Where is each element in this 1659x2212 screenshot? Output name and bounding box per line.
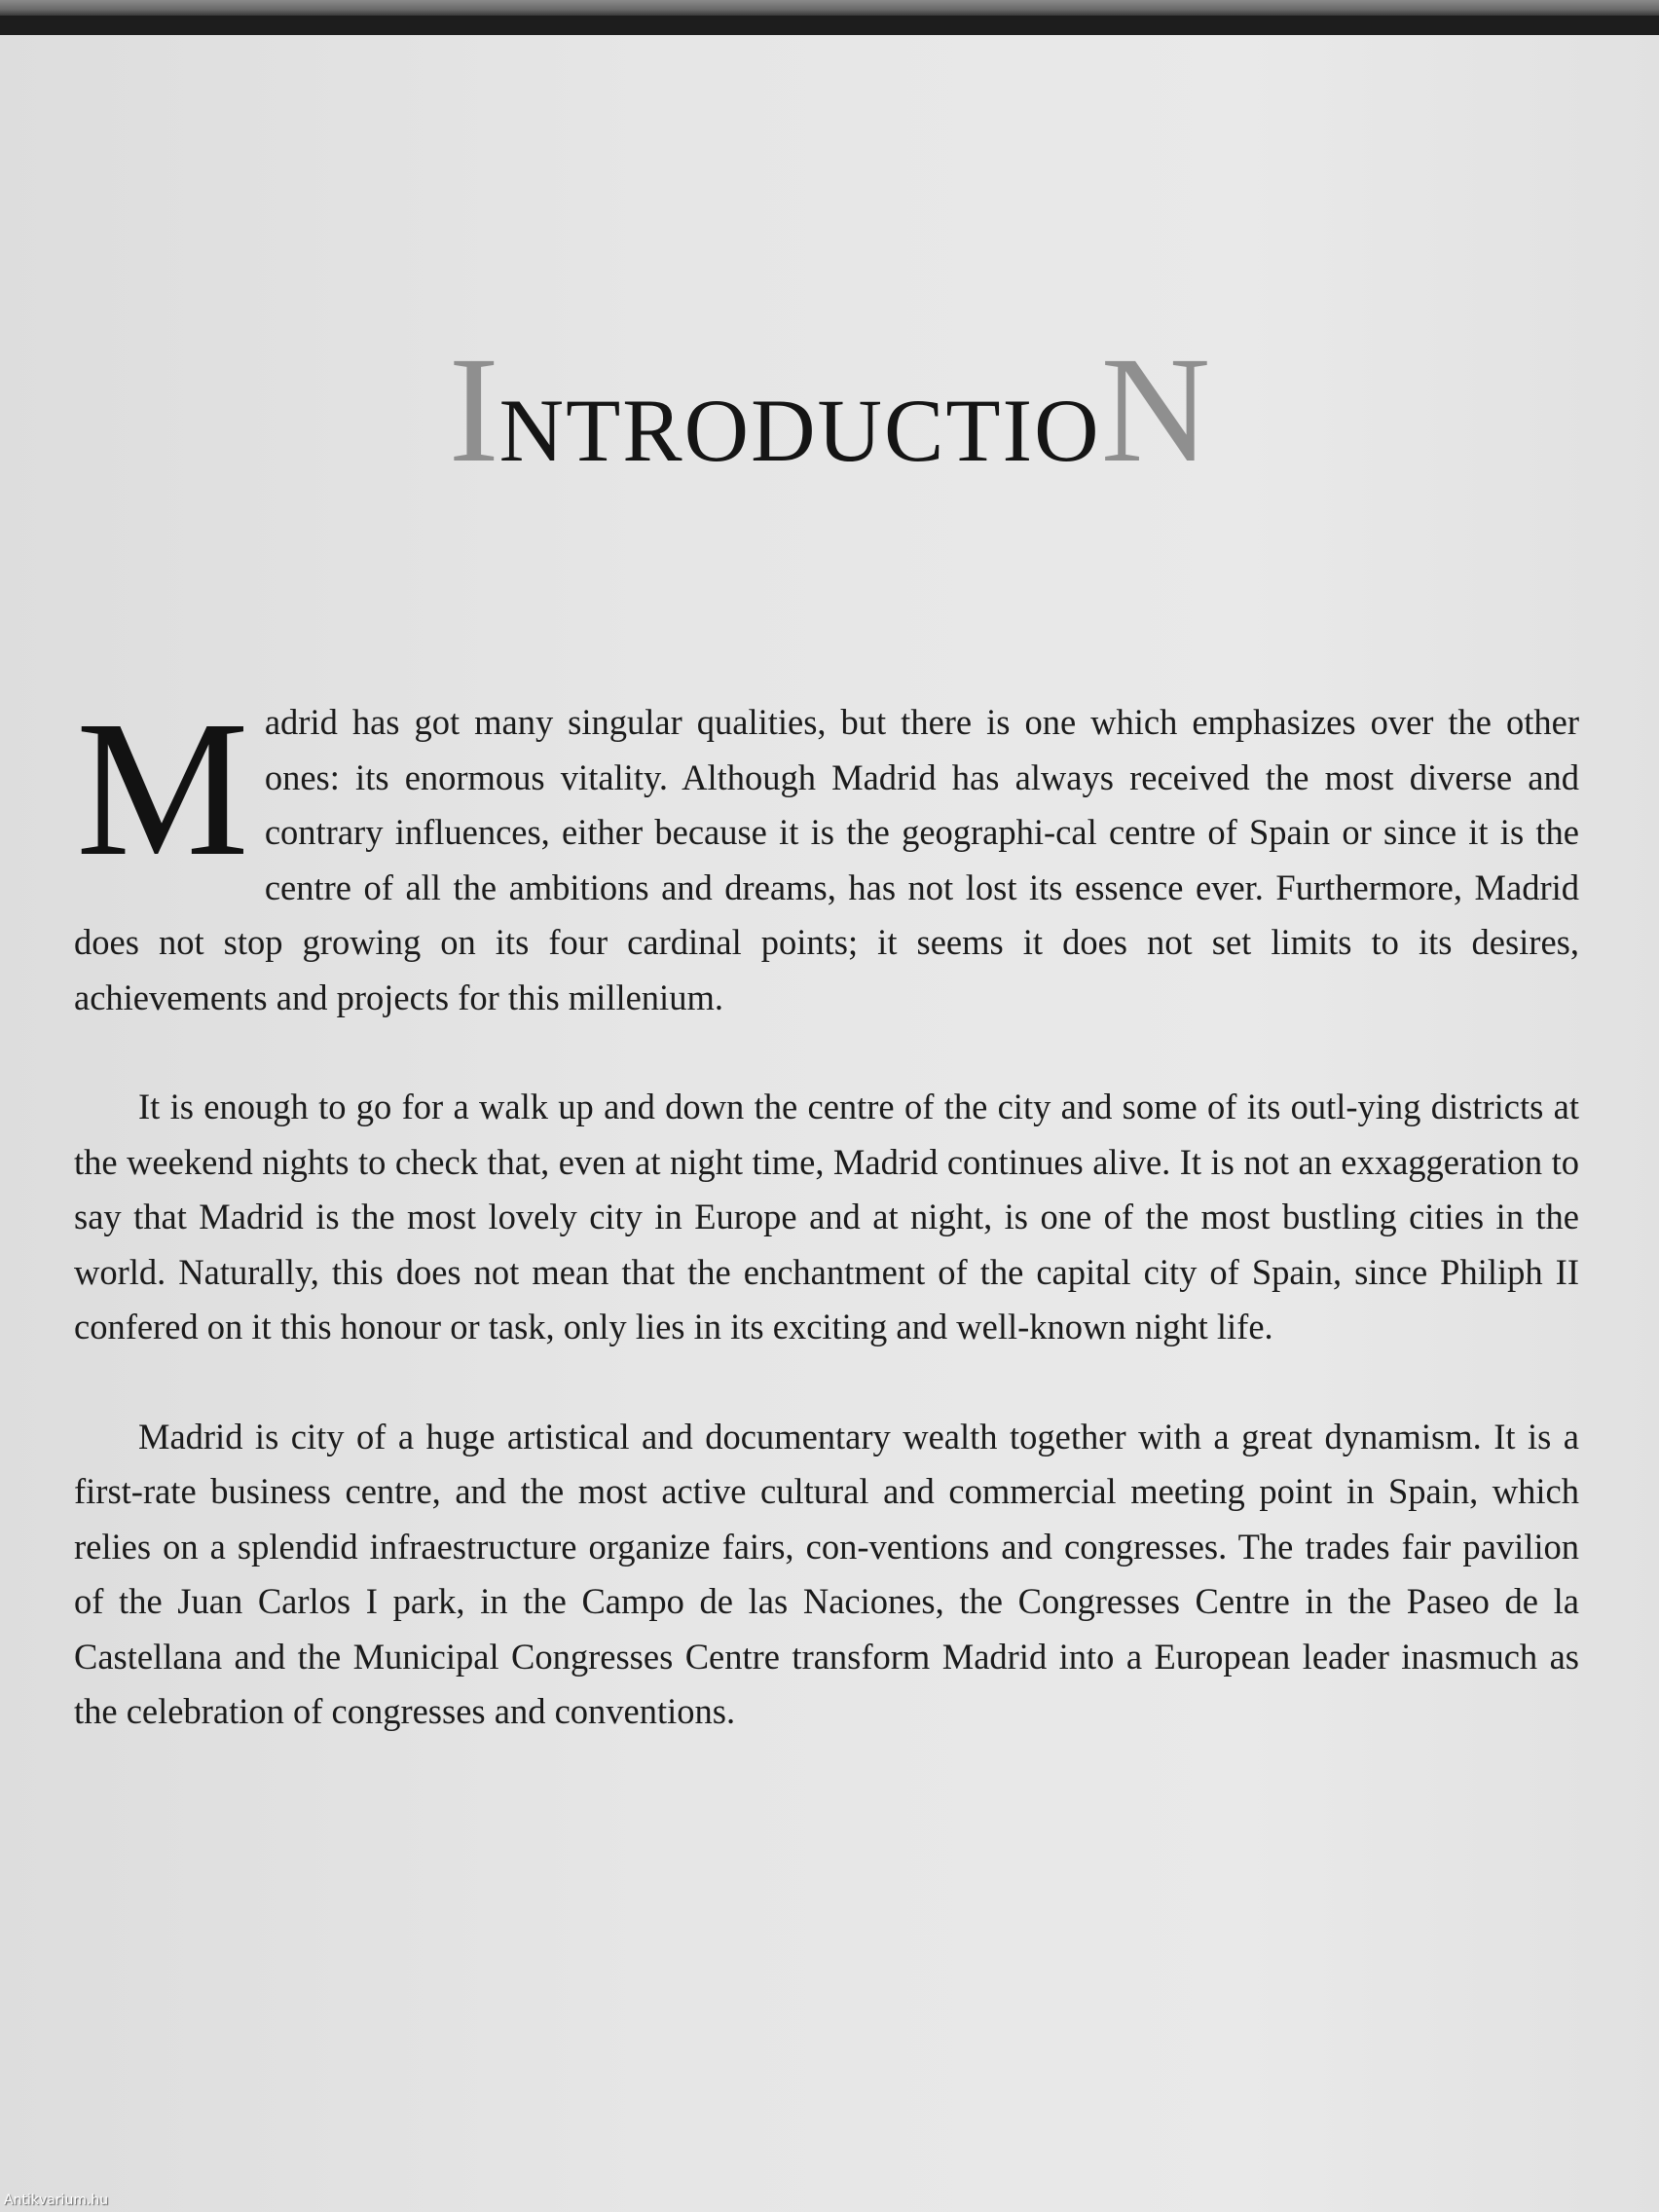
paragraph-1: [74, 682, 1579, 1025]
drop-cap: M: [76, 682, 249, 897]
title-initial-letter: I: [448, 325, 499, 495]
body-text: [74, 682, 1579, 1740]
paragraph-3: Madrid is city of a huge artistical and documentary wealth together with a great dynamism. It is a first-rate business centre, and the most active cultural and commercial meeting point in Spain, which relies on a splendid infraestructure organize fairs, con-ventions and congresses. The trades fair pavilion of the Juan Carlos I park, in the Campo de las Naciones, the Congresses Centre in the Paseo de la Castellana and the Municipal Congresses Centre transform Madrid into a European leader inasmuch as the celebration of congresses and conventions.: [74, 1416, 1579, 1731]
paragraph-2: It is enough to go for a walk up and down the centre of the city and some of its outl-ying districts at the weekend nights to check that, even at night time, Madrid continues alive. It is not an exxaggeration to say that Madrid is the most lovely city in Europe and at night, is one of the most bustling cities in the world. Naturally, this does not mean that the enchantment of the capital city of Spain, since Philiph II confered on it this honour or task, only lies in its exciting and well-known night life.: [74, 1087, 1579, 1346]
title-final-letter: N: [1100, 325, 1211, 495]
title-small-caps: NTRODUCTIO: [498, 381, 1101, 481]
watermark: Antikvarium.hu: [4, 2193, 109, 2208]
background-strip: [0, 0, 1659, 16]
paragraph-1-text: adrid has got many singular qualities, but there is one which emphasizes over the other ones: its enormous vitality. Although Madrid has always received the most diverse and contrary influences, either because it is the geographi-cal centre of Spain or since it is the centre of all the ambitions and dreams, has not lost its essence ever. Furthermore, Madrid does not stop growing on its four cardinal points; it seems it does not set limits to its desires, achievements and projects for this millenium.: [74, 702, 1579, 1017]
book-page: [0, 35, 1659, 2212]
page-top-edge: [0, 16, 1659, 35]
page-title: [0, 325, 1659, 495]
